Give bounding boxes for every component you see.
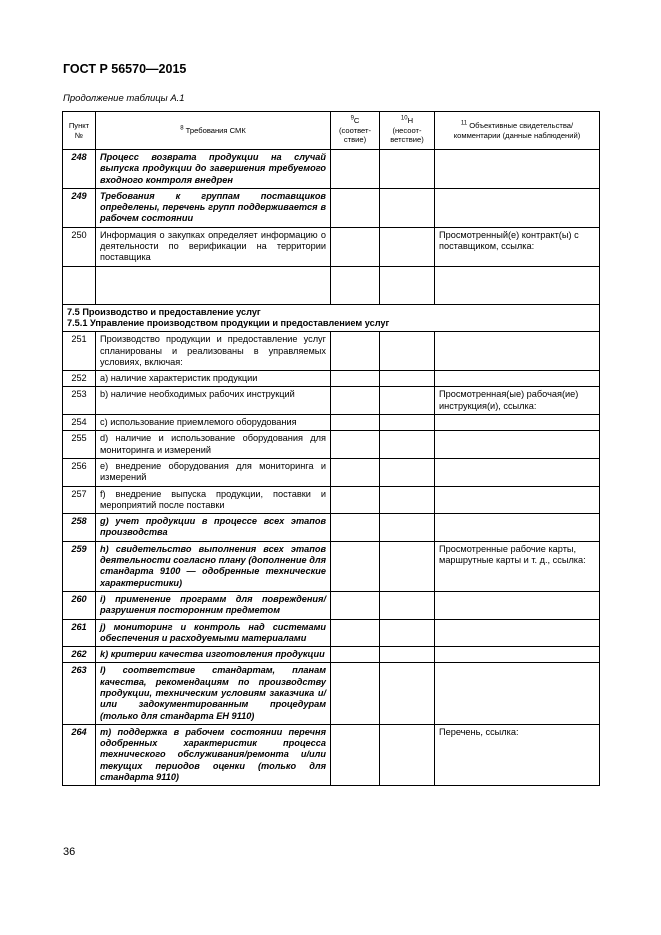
requirements-table: [62, 111, 600, 786]
conformity-cell: [331, 619, 380, 647]
requirement-text: h) свидетельство выполнения всех этапов деятельности согласно плану (дополнение для стандарта 9100 — одобренные технические характеристики): [96, 541, 331, 591]
blank-cell: [331, 266, 380, 304]
requirement-text: Процесс возврата продукции на случай выпуска продукции до завершения требуемого входного контроля внедрен: [96, 150, 331, 189]
nonconformity-cell: [380, 541, 435, 591]
section-heading-row: [63, 304, 600, 332]
nonconformity-cell: [380, 332, 435, 371]
nonconformity-cell: [380, 227, 435, 266]
table-row: [63, 663, 600, 724]
table-row: [63, 332, 600, 371]
nonconformity-cell: [380, 387, 435, 415]
blank-cell: [63, 266, 96, 304]
nonconformity-cell: [380, 647, 435, 663]
requirement-text: l) соответствие стандартам, планам качества, рекомендациям по производству продукции, техническим условиям заказчика и/или задокументированным процедурам (только для стандарта ЕН 9110): [96, 663, 331, 724]
requirement-text: m) поддержка в рабочем состоянии перечня одобренных характеристик процесса технического обслуживания/ремонта и/или текущих периодов оценки (только для стандарта 9110): [96, 724, 331, 785]
item-number: 254: [63, 415, 96, 431]
requirement-text: Производство продукции и предоставление услуг спланированы и реализованы в управляемых условиях, включая:: [96, 332, 331, 371]
conformity-cell: [331, 371, 380, 387]
requirement-text: g) учет продукции в процессе всех этапов производства: [96, 514, 331, 542]
conformity-cell: [331, 188, 380, 227]
nonconformity-cell: [380, 663, 435, 724]
evidence-comment: [435, 458, 600, 486]
evidence-comment: [435, 619, 600, 647]
blank-cell: [380, 266, 435, 304]
item-number: 248: [63, 150, 96, 189]
table-row: [63, 647, 600, 663]
conformity-cell: [331, 514, 380, 542]
evidence-comment: Просмотренные рабочие карты, маршрутные карты и т. д., ссылка:: [435, 541, 600, 591]
table-row: [63, 458, 600, 486]
table-row: [63, 486, 600, 514]
table-row: [63, 514, 600, 542]
page-number: 36: [63, 846, 76, 858]
item-number: 262: [63, 647, 96, 663]
nonconformity-cell: [380, 591, 435, 619]
table-row: [63, 431, 600, 459]
conformity-cell: [331, 415, 380, 431]
evidence-comment: [435, 332, 600, 371]
evidence-comment: [435, 188, 600, 227]
conformity-cell: [331, 150, 380, 189]
item-number: 261: [63, 619, 96, 647]
conformity-cell: [331, 541, 380, 591]
evidence-comment: [435, 514, 600, 542]
item-number: 249: [63, 188, 96, 227]
table-row: [63, 150, 600, 189]
requirement-text: Требования к группам поставщиков определены, перечень групп поддерживается в рабочем состоянии: [96, 188, 331, 227]
section-heading: [63, 304, 600, 332]
section-heading-line2: 7.5.1 Управление производством продукции и предоставлением услуг: [67, 317, 390, 328]
item-number: 260: [63, 591, 96, 619]
nonconformity-cell: [380, 188, 435, 227]
evidence-comment: Перечень, ссылка:: [435, 724, 600, 785]
nonconformity-cell: [380, 458, 435, 486]
conformity-cell: [331, 647, 380, 663]
nonconformity-cell: [380, 150, 435, 189]
item-number: 259: [63, 541, 96, 591]
evidence-comment: [435, 150, 600, 189]
item-number: 255: [63, 431, 96, 459]
evidence-comment: [435, 431, 600, 459]
blank-cell: [96, 266, 331, 304]
table-row: [63, 387, 600, 415]
item-number: 257: [63, 486, 96, 514]
table-row: [63, 415, 600, 431]
table-row: [63, 591, 600, 619]
conformity-cell: [331, 458, 380, 486]
table-row: [63, 227, 600, 266]
evidence-comment: [435, 663, 600, 724]
table-row: [63, 188, 600, 227]
requirement-text: d) наличие и использование оборудования для мониторинга и измерений: [96, 431, 331, 459]
table-row-blank: [63, 266, 600, 304]
requirement-text: k) критерии качества изготовления продукции: [96, 647, 331, 663]
nonconformity-cell: [380, 431, 435, 459]
conformity-cell: [331, 387, 380, 415]
table-continuation-label: Продолжение таблицы А.1: [63, 93, 185, 104]
blank-cell: [435, 266, 600, 304]
requirement-text: i) применение программ для повреждения/разрушения посторонним предметом: [96, 591, 331, 619]
conformity-cell: [331, 486, 380, 514]
conformity-cell: [331, 724, 380, 785]
document-title: ГОСТ Р 56570—2015: [63, 62, 187, 76]
item-number: 252: [63, 371, 96, 387]
section-heading-line1: 7.5 Производство и предоставление услуг: [67, 306, 261, 317]
item-number: 256: [63, 458, 96, 486]
requirement-text: с) использование приемлемого оборудования: [96, 415, 331, 431]
header-nonconformity: $^{10}$Н (несоот-ветствие): [380, 112, 435, 150]
evidence-comment: [435, 486, 600, 514]
conformity-cell: [331, 663, 380, 724]
requirement-text: j) мониторинг и контроль над системами обеспечения и расходуемыми материалами: [96, 619, 331, 647]
evidence-comment: [435, 591, 600, 619]
requirement-text: b) наличие необходимых рабочих инструкций: [96, 387, 331, 415]
evidence-comment: Просмотренная(ые) рабочая(ие) инструкция(и), ссылка:: [435, 387, 600, 415]
item-number: 253: [63, 387, 96, 415]
header-conformity: $^9$С (соответ-ствие): [331, 112, 380, 150]
nonconformity-cell: [380, 486, 435, 514]
nonconformity-cell: [380, 514, 435, 542]
conformity-cell: [331, 591, 380, 619]
item-number: 264: [63, 724, 96, 785]
table-row: [63, 619, 600, 647]
nonconformity-cell: [380, 371, 435, 387]
table-row: [63, 541, 600, 591]
header-evidence: $^{11}$ Объективные свидетельства/ комментарии (данные наблюдений): [435, 112, 600, 150]
nonconformity-cell: [380, 415, 435, 431]
conformity-cell: [331, 332, 380, 371]
item-number: 250: [63, 227, 96, 266]
evidence-comment: [435, 371, 600, 387]
requirement-text: а) наличие характеристик продукции: [96, 371, 331, 387]
requirement-text: е) внедрение оборудования для мониторинга и измерений: [96, 458, 331, 486]
evidence-comment: Просмотренный(е) контракт(ы) с поставщиком, ссылка:: [435, 227, 600, 266]
table-row: [63, 724, 600, 785]
evidence-comment: [435, 647, 600, 663]
evidence-comment: [435, 415, 600, 431]
conformity-cell: [331, 227, 380, 266]
header-item-number: Пункт №: [63, 112, 96, 150]
conformity-cell: [331, 431, 380, 459]
requirement-text: f) внедрение выпуска продукции, поставки и мероприятий после поставки: [96, 486, 331, 514]
nonconformity-cell: [380, 724, 435, 785]
table-header-row: [63, 112, 600, 150]
item-number: 258: [63, 514, 96, 542]
requirement-text: Информация о закупках определяет информацию о деятельности по верификации на территории поставщика: [96, 227, 331, 266]
item-number: 263: [63, 663, 96, 724]
nonconformity-cell: [380, 619, 435, 647]
table-row: [63, 371, 600, 387]
header-requirements: $^8$ Требования СМК: [96, 112, 331, 150]
item-number: 251: [63, 332, 96, 371]
